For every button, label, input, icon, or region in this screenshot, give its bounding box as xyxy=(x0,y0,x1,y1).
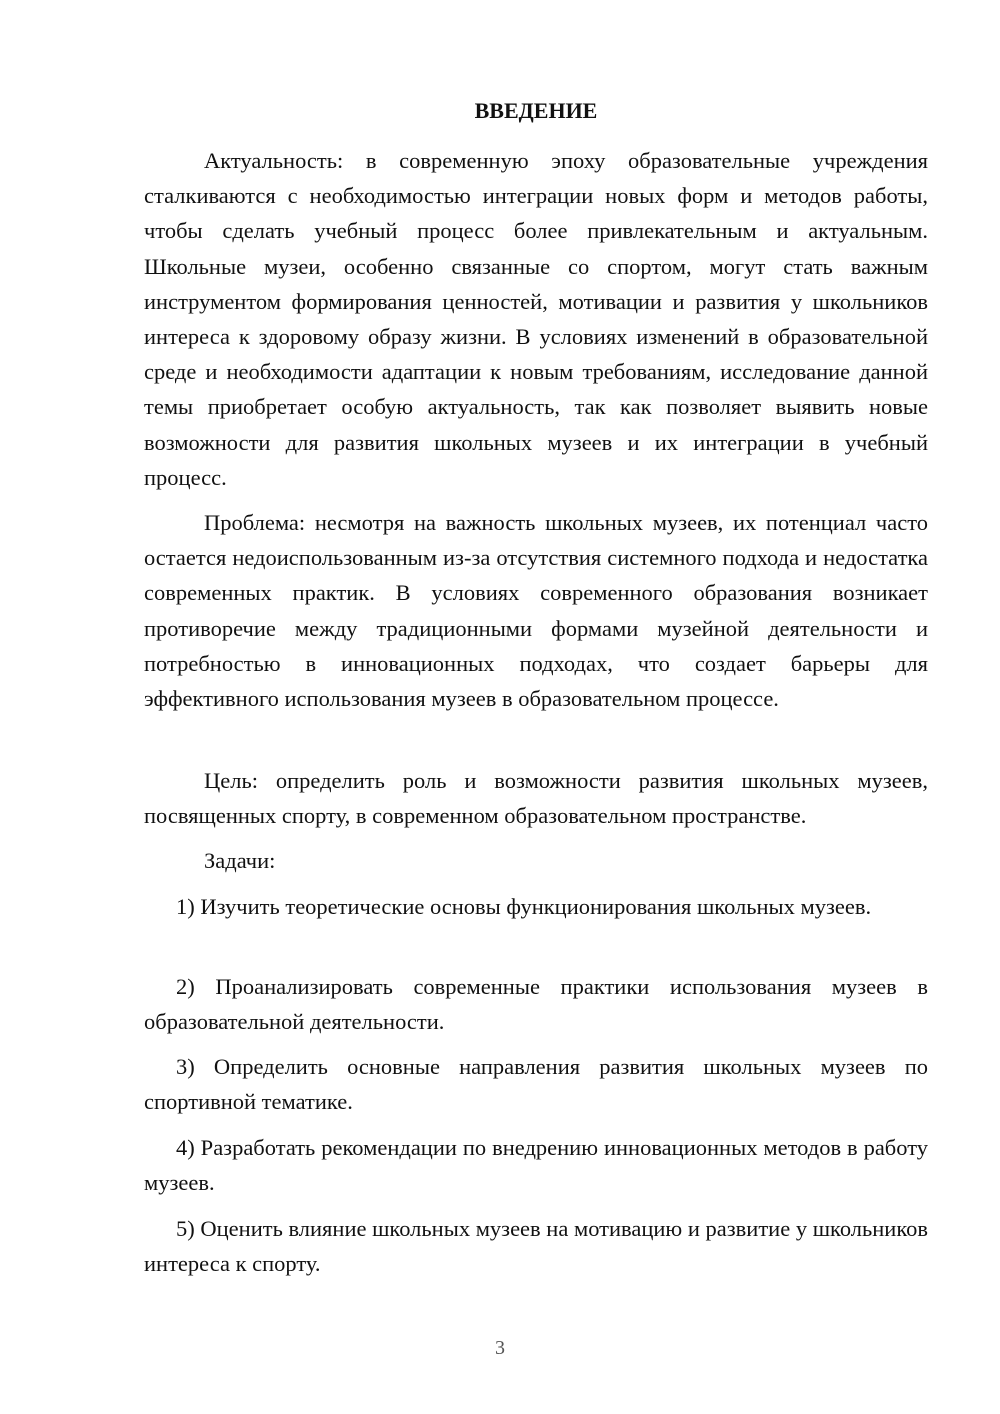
task-item-1: 1) Изучить теоретические основы функционирования школьных музеев. xyxy=(176,894,872,919)
task-item-4: 4) Разработать рекомендации по внедрению инновационных методов в работу музеев. xyxy=(144,1135,928,1196)
section-heading: ВВЕДЕНИЕ xyxy=(474,98,598,123)
task-item-3: 3) Определить основные направления развития школьных музеев по спортивной тематике. xyxy=(144,1054,928,1115)
task-item-2: 2) Проанализировать современные практики использования музеев в образовательной деятельности. xyxy=(144,974,928,1035)
task-item-5: 5) Оценить влияние школьных музеев на мотивацию и развитие у школьников интереса к спорту. xyxy=(144,1216,928,1277)
paragraph-problem: Проблема: несмотря на важность школьных музеев, их потенциал часто остается недоиспользованным из-за отсутствия системного подхода и недостатка современных практик. В условиях современного образования возникает противоречие между традиционными формами музейной деятельности и потребностью в инновационных подходах, что создает барьеры для эффективного использования музеев в образовательном процессе. xyxy=(144,510,928,712)
tasks-label: Задачи: xyxy=(204,848,276,873)
paragraph-goal: Цель: определить роль и возможности развития школьных музеев, посвященных спорту, в современном образовательном пространстве. xyxy=(144,768,928,829)
page-number: 3 xyxy=(495,1337,505,1359)
paragraph-relevance: Актуальность: в современную эпоху образовательные учреждения сталкиваются с необходимостью интеграции новых форм и методов работы, чтобы сделать учебный процесс более привлекательным и актуальным. Школьные музеи, особенно связанные со спортом, могут стать важным инструментом формирования ценностей, мотивации и развития у школьников интереса к здоровому образу жизни. В условиях изменений в образовательной среде и необходимости адаптации к новым требованиям, исследование данной темы приобретает особую актуальность, так как позволяет выявить новые возможности для развития школьных музеев и их интеграции в учебный процесс. xyxy=(144,148,928,490)
